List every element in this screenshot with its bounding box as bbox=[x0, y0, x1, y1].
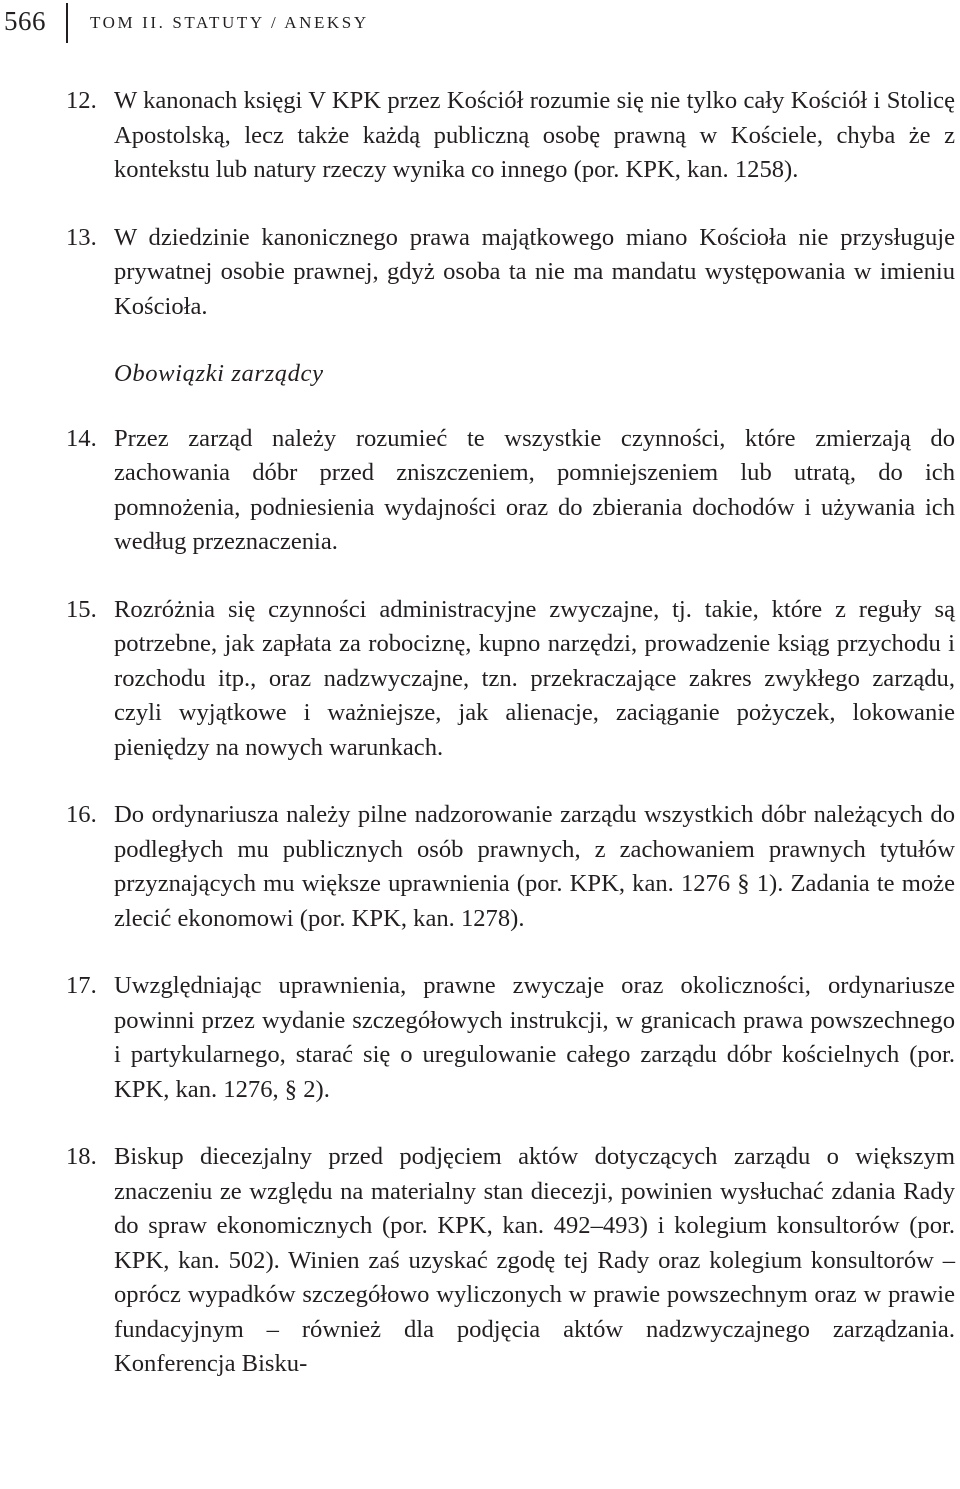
paragraph-number: 12. bbox=[66, 87, 97, 114]
paragraph-number: 16. bbox=[66, 801, 97, 828]
paragraph-14 bbox=[66, 422, 955, 560]
paragraph-number: 15. bbox=[66, 595, 97, 623]
paragraph-18 bbox=[66, 1140, 955, 1382]
running-head: TOM II. STATUTY / ANEKSY bbox=[90, 13, 369, 32]
paragraph-number: 18. bbox=[66, 1143, 97, 1170]
paragraph-text: Przez zarząd należy rozumieć te wszystkie czynności, które zmierzają do zachowania dóbr przed zniszczeniem, pomniejszeniem lub utratą, do ich pomnożenia, podniesienia wydajności oraz do zbierania dochodów i używania ich według przeznaczenia. bbox=[114, 424, 955, 555]
section-heading: Obowiązki zarządcy bbox=[114, 360, 324, 387]
paragraph-text: Do ordynariusza należy pilne nadzorowanie zarządu wszystkich dóbr należących do podległych mu publicznych osób prawnych, z zachowaniem prawnych tytułów przyznających mu większe uprawnienia (por. KPK, kan. 1276 § 1). Zadania te może zlecić ekonomowi (por. KPK, kan. 1278). bbox=[114, 801, 955, 932]
page-header bbox=[0, 0, 960, 46]
paragraph-text: Biskup diecezjalny przed podjęciem aktów dotyczących zarządu o większym znaczeniu ze względu na materialny stan diecezji, powinien wysłuchać zdania Rady do spraw ekonomicznych (por. KPK, kan. 492–493) i kolegium konsultorów (por. KPK, kan. 502). Winien zaś uzyskać zgodę tej Rady oraz kolegium konsultorów – oprócz wypadków szczegółowo wyliczonych w prawie powszechnym oraz w prawie fundacyjnym – również dla podjęcia aktów nadzwyczajnego zarządzania. Konferencja Bisku- bbox=[114, 1143, 955, 1377]
paragraph-text: Uwzględniając uprawnienia, prawne zwyczaje oraz okoliczności, ordynariusze powinni przez wydanie szczegółowych instrukcji, w granicach prawa powszechnego i partykularnego, starać się o uregulowanie całego zarządu dóbr kościelnych (por. KPK, kan. 1276, § 2). bbox=[114, 972, 955, 1103]
paragraph-text: Rozróżnia się czynności administracyjne zwyczajne, tj. takie, które z reguły są potrzebne, jak zapłata za robociznę, kupno narzędzi, prowadzenie ksiąg przychodu i rozchodu itp., oraz nadzwyczajne, tzn. przekraczające zakres zwykłego zarządu, czyli wyjątkowe i ważniejsze, jak alienacje, zaciąganie pożyczek, lokowanie pieniędzy na nowych warunkach. bbox=[114, 595, 955, 761]
page-number: 566 bbox=[4, 6, 46, 36]
paragraph-16 bbox=[66, 798, 955, 936]
paragraph-number: 13. bbox=[66, 223, 97, 251]
paragraph-12 bbox=[66, 84, 955, 188]
paragraph-15 bbox=[66, 593, 955, 766]
paragraph-13 bbox=[66, 221, 955, 325]
header-divider bbox=[66, 3, 68, 43]
paragraph-number: 17. bbox=[66, 972, 97, 999]
page-body bbox=[66, 84, 955, 1415]
paragraph-17 bbox=[66, 969, 955, 1107]
paragraph-text: W dziedzinie kanonicznego prawa majątkowego miano Kościoła nie przysługuje prywatnej osobie prawnej, gdyż osoba ta nie ma mandatu występowania w imieniu Kościoła. bbox=[114, 223, 955, 320]
paragraph-text: W kanonach księgi V KPK przez Kościół rozumie się nie tylko cały Kościół i Stolicę Apostolską, lecz także każdą publiczną osobę prawną w Kościele, chyba że z kontekstu lub natury rzeczy wynika co innego (por. KPK, kan. 1258). bbox=[114, 87, 955, 183]
paragraph-number: 14. bbox=[66, 424, 97, 452]
